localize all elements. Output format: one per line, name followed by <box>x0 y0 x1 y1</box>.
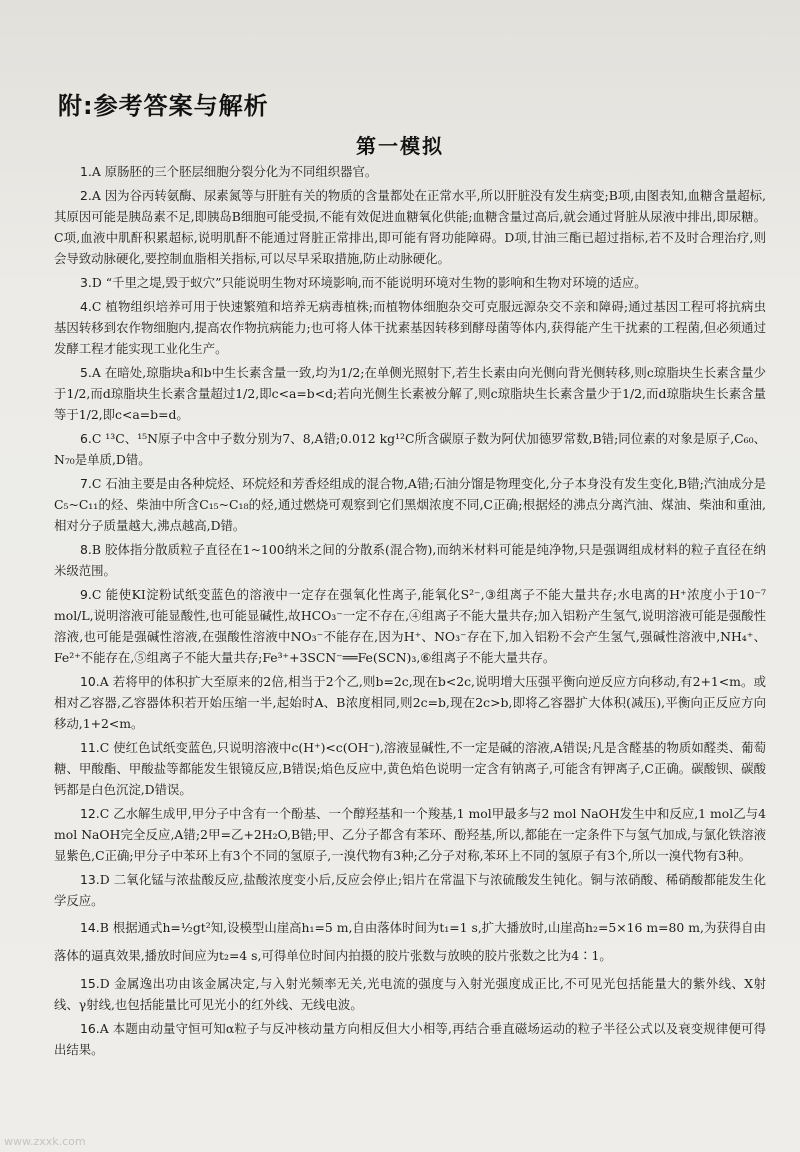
answer-item-12: 12.C 乙水解生成甲,甲分子中含有一个酚基、一个醇羟基和一个羧基,1 mol甲最多与2 mol NaOH发生中和反应,1 mol乙与4 mol NaOH完全反应,A错;2甲=乙+2H₂O,B错;甲、乙分子都含有苯环、酚羟基,所以,都能在一定条件下与氢气加成,与氯化铁溶液显紫色,C正确;甲分子中苯环上有3个不同的氢原子,一溴代物有3种;乙分子对称,苯环上不同的氢原子有3个,所以一溴代物有3种。 <box>54 806 766 863</box>
answer-item-7: 7.C 石油主要是由各种烷烃、环烷烃和芳香烃组成的混合物,A错;石油分馏是物理变化,分子本身没有发生变化,B错;汽油成分是C₅~C₁₁的烃、柴油中所含C₁₅~C₁₈的烃,通过燃烧可观察到它们黑烟浓度不同,C正确;根据烃的沸点分离汽油、煤油、柴油和重油,相对分子质量越大,沸点越高,D错。 <box>54 476 766 533</box>
answer-item-5: 5.A 在暗处,琼脂块a和b中生长素含量一致,均为1/2;在单侧光照射下,若生长素由向光侧向背光侧转移,则c琼脂块生长素含量少于1/2,而d琼脂块生长素含量超过1/2,即c<a=b<d;若向光侧生长素被分解了,则c琼脂块生长素含量少于1/2,而d琼脂块生长素含量等于1/2,即c<a=b=d。 <box>54 365 766 422</box>
answer-list <box>54 161 766 1063</box>
answer-item-6: 6.C ¹³C、¹⁵N原子中含中子数分别为7、8,A错;0.012 kg¹²C所含碳原子数为阿伏加德罗常数,B错;同位素的对象是原子,C₆₀、N₇₀是单质,D错。 <box>54 431 766 467</box>
watermark: www.zxxk.com <box>4 1135 86 1148</box>
chapter-title: 第一模拟 <box>356 134 444 158</box>
answer-item-1: 1.A 原肠胚的三个胚层细胞分裂分化为不同组织器官。 <box>80 164 378 179</box>
answer-item-16: 16.A 本题由动量守恒可知α粒子与反冲核动量方向相反但大小相等,再结合垂直磁场运动的粒子半径公式以及衰变规律便可得出结果。 <box>54 1021 766 1057</box>
answer-item-4: 4.C 植物组织培养可用于快速繁殖和培养无病毒植株;而植物体细胞杂交可克服远源杂交不亲和障碍;通过基因工程可将抗病虫基因转移到农作物细胞内,提高农作物抗病能力;也可将人体干扰素基因转移到酵母菌等体内,获得能产生干扰素的工程菌,但必须通过发酵工程才能实现工业化生产。 <box>54 299 766 356</box>
answer-item-11: 11.C 使红色试纸变蓝色,只说明溶液中c(H⁺)<c(OH⁻),溶液显碱性,不一定是碱的溶液,A错误;凡是含醛基的物质如醛类、葡萄糖、甲酸酯、甲酸盐等都能发生银镜反应,B错误;焰色反应中,黄色焰色说明一定含有钠离子,可能含有钾离子,C正确。碳酸钡、碳酸钙都是白色沉淀,D错误。 <box>54 740 766 797</box>
answer-item-8: 8.B 胶体指分散质粒子直径在1~100纳米之间的分散系(混合物),而纳米材料可能是纯净物,只是强调组成材料的粒子直径在纳米级范围。 <box>54 542 766 578</box>
answer-item-10: 10.A 若将甲的体积扩大至原来的2倍,相当于2个乙,则b=2c,现在b<2c,说明增大压强平衡向逆反应方向移动,有2+1<m。或相对乙容器,乙容器体积若开始压缩一半,起始时A、B浓度相同,则2c=b,现在2c>b,即将乙容器扩大体积(减压),平衡向正反应方向移动,1+2<m。 <box>54 674 766 731</box>
answer-item-2: 2.A 因为谷丙转氨酶、尿素氮等与肝脏有关的物质的含量都处在正常水平,所以肝脏没有发生病变;B项,由图表知,血糖含量超标,其原因可能是胰岛素不足,即胰岛B细胞可能受损,不能有效促进血糖氧化供能;血糖含量过高后,就会通过肾脏从尿液中排出,即尿糖。C项,血液中肌酐积累超标,说明肌酐不能通过肾脏正常排出,即可能有肾功能障碍。D项,甘油三酯已超过指标,若不及时合理治疗,则会导致动脉硬化,要控制血脂相关指标,可以尽早采取措施,防止动脉硬化。 <box>54 188 766 266</box>
answer-item-13: 13.D 二氧化锰与浓盐酸反应,盐酸浓度变小后,反应会停止;铝片在常温下与浓硫酸发生钝化。铜与浓硝酸、稀硝酸都能发生化学反应。 <box>54 872 766 908</box>
section-heading: 附:参考答案与解析 <box>58 92 269 120</box>
answer-item-3: 3.D “千里之堤,毁于蚁穴”只能说明生物对环境影响,而不能说明环境对生物的影响和生物对环境的适应。 <box>80 275 647 290</box>
answer-item-9: 9.C 能使KI淀粉试纸变蓝色的溶液中一定存在强氧化性离子,能氧化S²⁻,③组离子不能大量共存;水电离的H⁺浓度小于10⁻⁷ mol/L,说明溶液可能显酸性,也可能显碱性,故HCO₃⁻一定不存在,④组离子不能大量共存;加入铝粉产生氢气,说明溶液可能是强酸性溶液,也可能是强碱性溶液,在强酸性溶液中NO₃⁻不能存在,因为H⁺、NO₃⁻存在下,加入铝粉不会产生氢气,强碱性溶液中,NH₄⁺、Fe²⁺不能存在,⑤组离子不能大量共存;Fe³⁺+3SCN⁻══Fe(SCN)₃,⑥组离子不能大量共存。 <box>54 587 766 665</box>
answer-item-15: 15.D 金属逸出功由该金属决定,与入射光频率无关,光电流的强度与入射光强度成正比,不可见光包括能量大的紫外线、X射线、γ射线,也包括能量比可见光小的红外线、无线电波。 <box>54 976 766 1012</box>
answer-item-14: 14.B 根据通式h=½gt²知,设模型山崖高h₁=5 m,自由落体时间为t₁=1 s,扩大播放时,山崖高h₂=5×16 m=80 m,为获得自由落体的逼真效果,播放时间应为t₂=4 s,可得单位时间内拍摄的胶片张数与放映的胶片张数之比为4∶1。 <box>54 920 766 963</box>
